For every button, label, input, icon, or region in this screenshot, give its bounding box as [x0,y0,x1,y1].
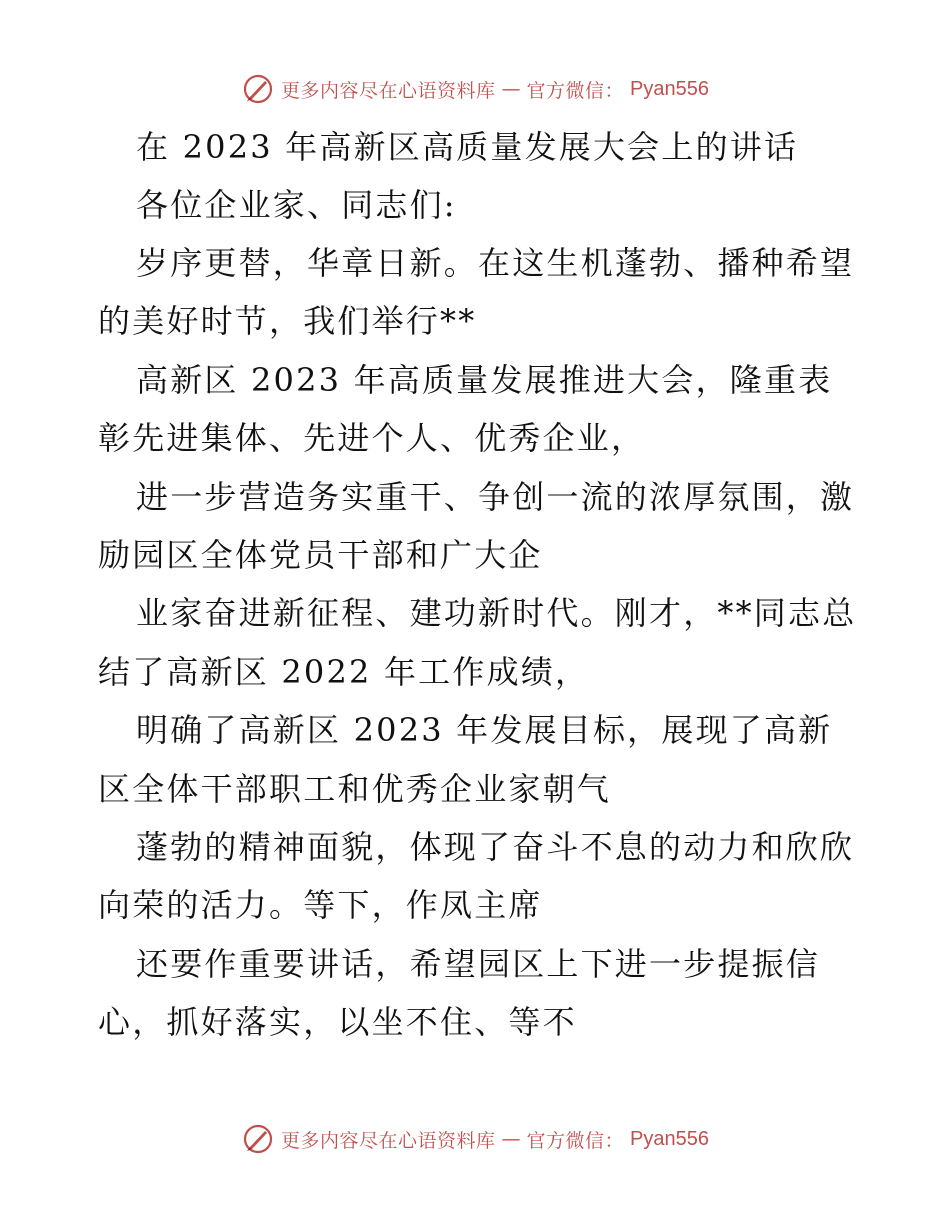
document-paragraph: 业家奋进新征程、建功新时代。刚才，**同志总结了高新区 2022 年工作成绩， [98,594,857,691]
document-paragraph: 蓬勃的精神面貌，体现了奋斗不息的动力和欣欣向荣的活力。等下，作凤主席 [98,828,855,925]
document-paragraph: 岁序更替，华章日新。在这生机蓬勃、播种希望的美好时节，我们举行** [98,244,855,341]
watermark-separator: — [501,78,521,100]
watermark-wechat-id: Pyan556 [630,77,709,100]
footer-watermark [0,1122,950,1156]
watermark-text: 更多内容尽在心语资料库 [281,79,496,102]
document-paragraph: 高新区 2023 年高质量发展推进大会，隆重表彰先进集体、先进个人、优秀企业， [98,360,833,458]
watermark-text: 更多内容尽在心语资料库 [281,1129,496,1152]
header-watermark [0,72,950,106]
watermark-suffix: 官方微信： [526,79,625,102]
document-paragraph: 明确了高新区 2023 年发展目标，展现了高新区全体干部职工和优秀企业家朝气 [98,711,833,808]
document-paragraph: 还要作重要讲话，希望园区上下进一步提振信心，抓好落实，以坐不住、等不 [98,944,821,1042]
quill-circle-logo-icon [241,72,275,106]
watermark-suffix: 官方微信： [526,1129,625,1152]
quill-circle-logo-icon [241,1122,275,1156]
document-body [98,118,858,1052]
document-paragraph: 进一步营造务实重干、争创一流的浓厚氛围，激励园区全体党员干部和广大企 [98,477,855,575]
document-salutation: 各位企业家、同志们: [136,186,457,224]
watermark-separator: — [501,1128,521,1150]
watermark-wechat-id: Pyan556 [630,1127,709,1150]
document-title: 在 2023 年高新区高质量发展大会上的讲话 [136,128,799,166]
